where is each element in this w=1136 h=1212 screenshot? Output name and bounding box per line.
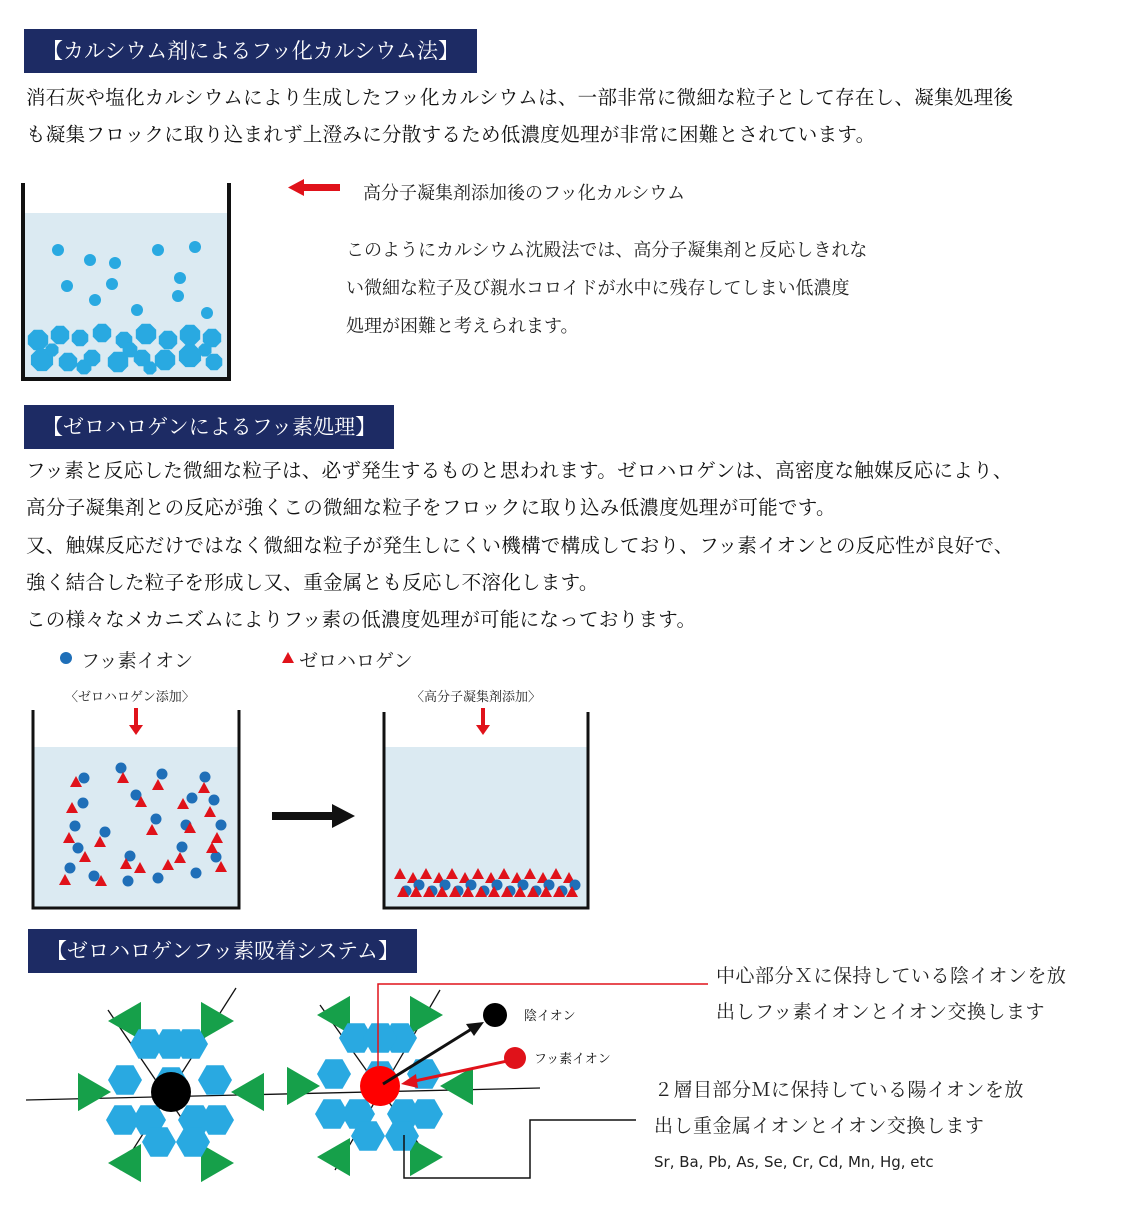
settled-floc (51, 326, 69, 344)
note-line-2: い微細な粒子及び親水コロイドが水中に残存してしまい低濃度 (346, 278, 850, 299)
settled-floc (77, 360, 92, 375)
red-arrow-icon (286, 178, 346, 198)
exchange-triangle (410, 996, 443, 1034)
section1-line-2: も凝集フロックに取り込まれず上澄みに分散するため低濃度処理が非常に困難とされています。 (26, 123, 876, 146)
settled-floc (59, 353, 77, 371)
floating-particle (109, 257, 121, 269)
settled-floc (72, 330, 89, 347)
exchange-triangle (78, 1073, 111, 1111)
center-note-line-2: 出しフッ素イオンとイオン交換します (716, 1001, 1046, 1023)
fluoride-ion (209, 795, 220, 806)
floating-particle (89, 294, 101, 306)
floating-particle (61, 280, 73, 292)
floating-particle (201, 307, 213, 319)
legend-zerohalogen-label: ゼロハロゲン (299, 650, 413, 672)
fluoride-ion (216, 820, 227, 831)
anion-arrow-head (466, 1022, 484, 1036)
layer2-hexagon (106, 1105, 140, 1134)
fluoride-ion (191, 868, 202, 879)
exchange-triangle (201, 1144, 234, 1182)
center-x-left (151, 1072, 191, 1112)
layer2-hexagon (315, 1099, 349, 1128)
fluoride-ion (79, 773, 90, 784)
fluoride-ion (153, 873, 164, 884)
floating-particle (174, 272, 186, 284)
settled-floc (206, 354, 223, 371)
layer2-note-line-2: 出し重金属イオンとイオン交換します (654, 1115, 985, 1137)
fluoride-ion (157, 769, 168, 780)
exchange-triangle (108, 1144, 141, 1182)
note-line-1: このようにカルシウム沈殿法では、高分子凝集剤と反応しきれな (346, 240, 868, 261)
settled-floc (180, 325, 200, 345)
process-arrow-icon (272, 804, 355, 828)
layer2-callout-line (404, 1120, 636, 1178)
exchange-triangle (201, 1002, 234, 1040)
settled-floc (93, 324, 111, 342)
fluoride-dot (504, 1047, 526, 1069)
section2-line-4: 強く結合した粒子を形成し又、重金属とも反応し不溶化します。 (26, 571, 599, 594)
layer2-note-line-1: ２層目部分Ｍに保持している陽イオンを放 (654, 1079, 1024, 1101)
fluoride-ion (200, 772, 211, 783)
fluoride-legend-icon (58, 650, 74, 666)
zerohalogen-legend-icon (280, 650, 296, 666)
fluoride-ion (89, 871, 100, 882)
fluoride-ion (70, 821, 81, 832)
calcium-tank-diagram (0, 170, 260, 385)
center-x-right (360, 1066, 400, 1106)
settled-floc (144, 362, 157, 375)
zerohalogen-tanks-diagram (0, 700, 620, 915)
section1-line-1: 消石灰や塩化カルシウムにより生成したフッ化カルシウムは、一部非常に微細な粒子として存在し、凝集処理後 (26, 86, 1014, 109)
exchange-triangle (317, 1138, 350, 1176)
settled-floc (136, 324, 156, 344)
fluoride-ion (73, 843, 84, 854)
layer2-hexagon (317, 1059, 351, 1088)
section2-line-1: フッ素と反応した微細な粒子は、必ず発生するものと思われます。ゼロハロゲンは、高密度な触媒反応により、 (26, 459, 1013, 482)
adsorbent-structures (78, 996, 473, 1182)
exchange-triangle (287, 1067, 320, 1105)
fluoride-ion (65, 863, 76, 874)
section1-title: 【カルシウム剤によるフッ化カルシウム法】 (24, 29, 477, 73)
section2-line-5: この様々なメカニズムによりフッ素の低濃度処理が可能になっております。 (26, 608, 697, 631)
fluoride-ion (211, 852, 222, 863)
fluoride-ion (187, 793, 198, 804)
section3-title: 【ゼロハロゲンフッ素吸着システム】 (28, 929, 417, 973)
floating-particle (52, 244, 64, 256)
floating-particle (172, 290, 184, 302)
center-note-line-1: 中心部分Ｘに保持している陰イオンを放 (716, 965, 1067, 987)
fluoride-label: フッ素イオン (534, 1052, 611, 1067)
floating-particle (189, 241, 201, 253)
metal-list: Sr, Ba, Pb, As, Se, Cr, Cd, Mn, Hg, etc (654, 1153, 934, 1171)
settled-floc (46, 344, 59, 357)
fluoride-ion (123, 876, 134, 887)
section2-title: 【ゼロハロゲンによるフッ素処理】 (24, 405, 394, 449)
floating-particle (106, 278, 118, 290)
arrow-label: 高分子凝集剤添加後のフッ化カルシウム (363, 183, 686, 204)
settled-floc (155, 350, 175, 370)
exchange-triangle (231, 1073, 264, 1111)
settled-floc (159, 331, 177, 349)
fluoride-ion (116, 763, 127, 774)
note-line-3: 処理が困難と考えられます。 (346, 316, 579, 337)
tank2-dose-arrow-icon (476, 708, 490, 735)
floating-particle (152, 244, 164, 256)
floating-particle (131, 304, 143, 316)
floating-particle (84, 254, 96, 266)
tank2-label: 〈高分子凝集剤添加〉 (411, 690, 542, 705)
layer2-hexagon (108, 1065, 142, 1094)
tank1-label: 〈ゼロハロゲン添加〉 (65, 690, 195, 705)
settled-floc (28, 330, 48, 350)
tank1-dose-arrow-icon (129, 708, 143, 735)
settled-floc (123, 343, 138, 358)
layer2-hexagon (198, 1065, 232, 1094)
anion-dot (483, 1003, 507, 1027)
settled-floc (179, 345, 201, 367)
fluoride-ion (100, 827, 111, 838)
exchange-triangle (410, 1138, 443, 1176)
fluoride-ion (78, 798, 89, 809)
legend-fluoride-label: フッ素イオン (81, 650, 194, 672)
settled-floc (199, 344, 212, 357)
section2-line-3: 又、触媒反応だけではなく微細な粒子が発生しにくい機構で構成しており、フッ素イオンとの反応性が良好で、 (26, 534, 1014, 557)
anion-label: 陰イオン (524, 1009, 576, 1024)
fluoride-ion (177, 842, 188, 853)
fluoride-ion (151, 814, 162, 825)
section2-line-2: 高分子凝集剤との反応が強くこの微細な粒子をフロックに取り込み低濃度処理が可能です。 (26, 496, 836, 519)
